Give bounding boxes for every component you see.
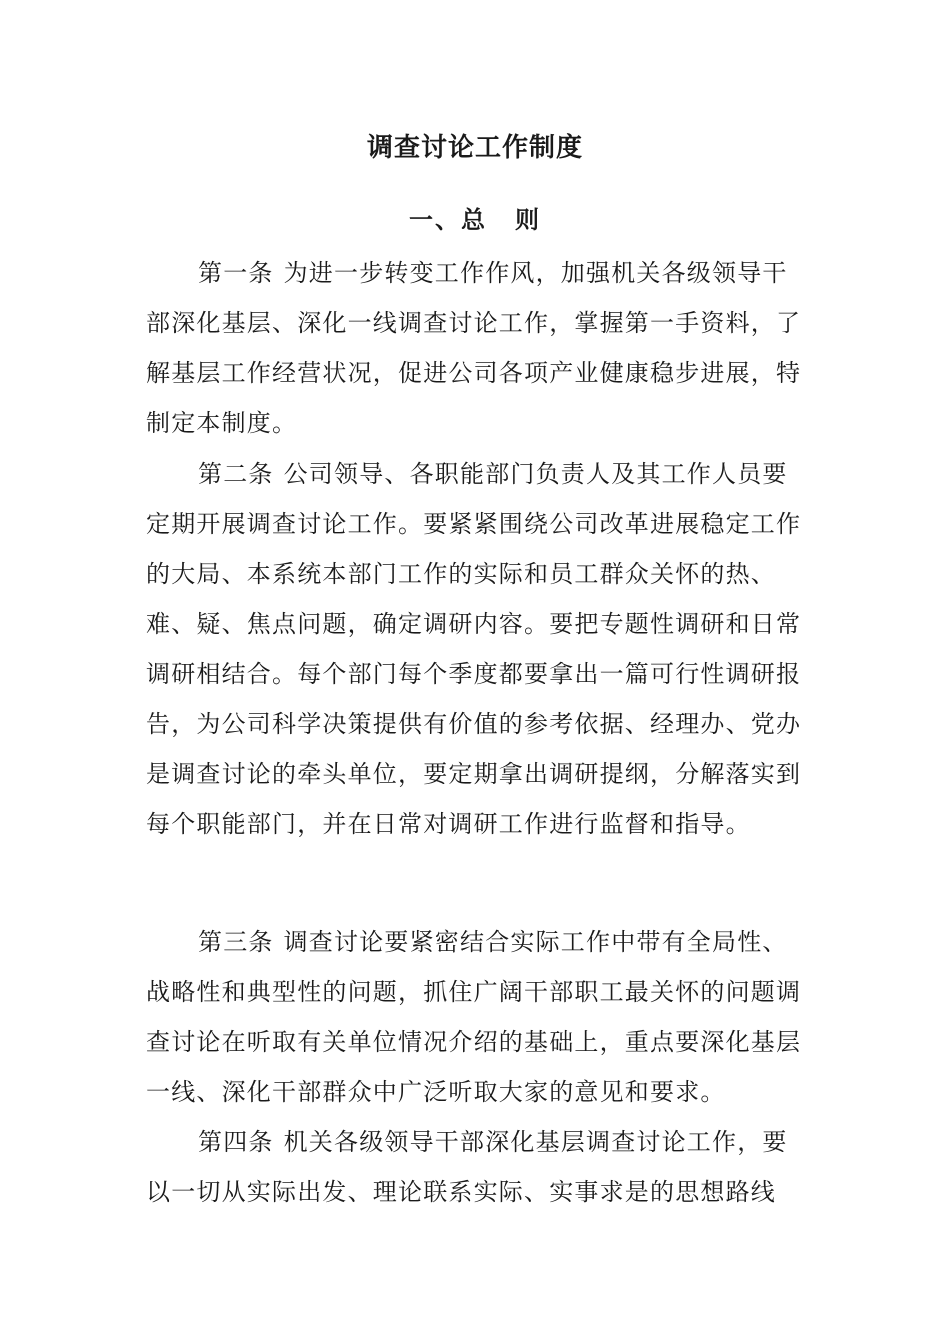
article-4 (146, 1117, 806, 1217)
article-3-text: 调查讨论要紧密结合实际工作中带有全局性、战略性和典型性的问题，抓住广阔干部职工最关怀的问题调查讨论在听取有关单位情况介绍的基础上，重点要深化基层一线、深化干部群众中广泛听取大家的意见和要求。 (146, 928, 802, 1106)
document-title: 调查讨论工作制度 (366, 133, 583, 163)
section-heading-suffix: 则 (515, 205, 541, 234)
article-1-text: 为进一步转变工作作风，加强机关各级领导干部深化基层、深化一线调查讨论工作，掌握第一手资料，了解基层工作经营状况，促进公司各项产业健康稳步进展，特制定本制度。 (146, 259, 802, 437)
article-4-text: 机关各级领导干部深化基层调查讨论工作，要以一切从实际出发、理论联系实际、实事求是的思想路线 (146, 1128, 788, 1206)
article-3-label: 第三条 (198, 928, 274, 956)
section-heading-prefix: 一、总 (409, 205, 487, 234)
article-1-label: 第一条 (198, 259, 274, 287)
article-2-label: 第二条 (198, 460, 274, 488)
article-2 (146, 449, 806, 849)
article-4-label: 第四条 (198, 1128, 274, 1156)
article-3 (146, 917, 806, 1117)
article-1 (146, 248, 806, 448)
section-heading (0, 200, 950, 240)
article-2-text: 公司领导、各职能部门负责人及其工作人员要定期开展调查讨论工作。要紧紧围绕公司改革进展稳定工作的大局、本系统本部门工作的实际和员工群众关怀的热、难、疑、焦点问题，确定调研内容。要把专题性调研和日常调研相结合。每个部门每个季度都要拿出一篇可行性调研报告，为公司科学决策提供有价值的参考依据、经理办、党办是调查讨论的牵头单位，要定期拿出调研提纲，分解落实到每个职能部门，并在日常对调研工作进行监督和指导。 (146, 460, 802, 838)
